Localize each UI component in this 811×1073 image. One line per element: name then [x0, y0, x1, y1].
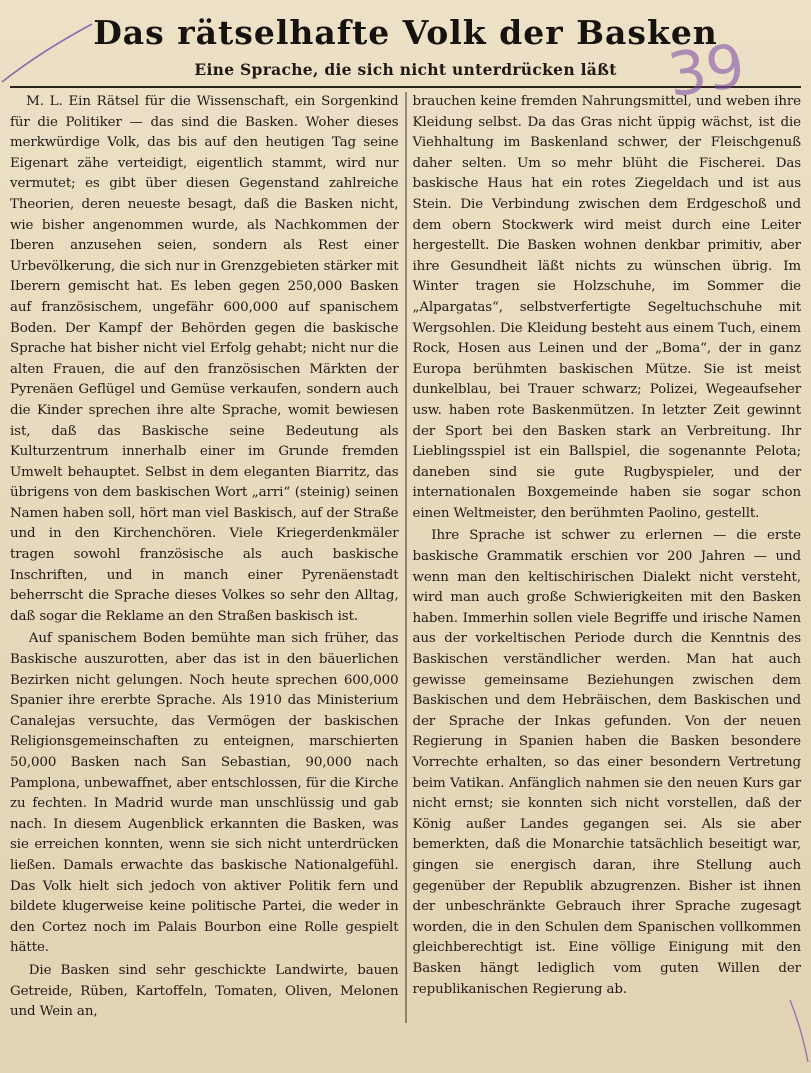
article-body [8, 92, 803, 1023]
column-divider [405, 92, 406, 1023]
left-paragraph-1: M. L. Ein Rätsel für die Wissenschaft, ein Sorgenkind für die Politiker — das sind die Basken. Woher dieses merkwürdige Volk, das bis auf den heutigen Tag seine Eigenart zähe verteidigt, eigentlich stammt, wird nur vermutet; es gibt über diesen Gegenstand zahlreiche Theorien, deren neueste besagt, daß die Basken nicht, wie bisher angenommen wurde, als Nachkommen der Iberen anzusehen seien, sondern als Rest einer Urbevölkerung, die sich nur in Grenzgebieten stärker mit Iberern gemischt hat. Es leben gegen 250,000 Basken auf französischem, ungefähr 600,000 auf spanischem Boden. Der Kampf der Behörden gegen die baskische Sprache hat bisher nicht viel Erfolg gehabt; nicht nur die alten Frauen, die auf den französischen Märkten der Pyrenäen Geflügel und Gemüse verkaufen, sondern auch die Kinder sprechen ihre alte Sprache, womit bewiesen ist, daß das Baskische seine Bedeutung als Kulturzentrum innerhalb einer im Grunde fremden Umwelt behauptet. Selbst in dem eleganten Biarritz, das übrigens von dem baskischen Wort „arri“ (steinig) seinen Namen haben soll, hört man viel Baskisch, auf der Straße und in den Kirchenchören. Viele Kriegerdenkmäler tragen sowohl französische als auch baskische Inschriften, und in manch einer Pyrenäenstadt beherrscht die Sprache dieses Volkes so sehr den Alltag, daß sogar die Reklame an den Straßen baskisch ist. [10, 94, 399, 624]
pencil-annotation: 39 [663, 31, 750, 112]
right-column [413, 92, 802, 1023]
left-paragraph-2: Auf spanischem Boden bemühte man sich früher, das Baskische auszurotten, aber das ist in den bäuerlichen Bezirken nicht gelungen. Noch heute sprechen 600,000 Spanier ihre ererbte Sprache. Als 1910 das Ministerium Canalejas versuchte, das Vermögen der baskischen Religionsgemeinschaften zu enteignen, marschierten 50,000 Basken nach San Sebastian, 90,000 nach Pamplona, unbewaffnet, aber entschlossen, für die Kirche zu fechten. In Madrid wurde man unschlüssig und gab nach. In diesem Augenblick erkannten die Basken, was sie erreichen konnten, wenn sie sich nicht unterdrücken ließen. Damals erwachte das baskische Nationalgefühl. Das Volk hielt sich jedoch von aktiver Politik fern und bildete klugerweise keine politische Partei, die weder in den Cortez noch im Palais Bourbon eine Rolle gespielt hätte. [10, 631, 399, 956]
subheadline: Eine Sprache, die sich nicht unterdrücken läßt [194, 60, 617, 79]
left-column [10, 92, 399, 1023]
left-paragraph-3: Die Basken sind sehr geschickte Landwirte, bauen Getreide, Rüben, Kartoffeln, Tomaten, Oliven, Melonen und Wein an, [10, 962, 399, 1020]
right-paragraph-1: brauchen keine fremden Nahrungsmittel, und weben ihre Kleidung selbst. Da das Gras nicht üppig wächst, ist die Viehhaltung im Baskenland schwer, der Fleischgenuß daher selten. Um so mehr blüht die Fischerei. Das baskische Haus hat ein rotes Ziegeldach und ist aus Stein. Die Verbindung zwischen dem Erdgeschoß und dem obern Stockwerk wird meist durch eine Leiter hergestellt. Die Basken wohnen denkbar primitiv, aber ihre Gesundheit läßt nichts zu wünschen übrig. Im Winter tragen sie Holzschuhe, im Sommer die „Alpargatas“, selbstverfertigte Segeltuchschuhe mit Wergsohlen. Die Kleidung besteht aus einem Tuch, einem Rock, Hosen aus Leinen und der „Boma“, der in ganz Europa berühmten baskischen Mütze. Sie ist meist dunkelblau, bei Trauer schwarz; Polizei, Wegeaufseher usw. haben rote Baskenmützen. In letzter Zeit gewinnt der Sport bei den Basken stark an Verbreitung. Ihr Lieblingsspiel ist ein Ballspiel, die sogenannte Pelota; daneben sind sie gute Rugbyspieler, und der internationalen Boxgemeinde haben sie sogar schon einen Weltmeister, den berühmten Paolino, gestellt. [412, 94, 801, 521]
headline: Das rätselhafte Volk der Basken [93, 13, 718, 52]
right-paragraph-2: Ihre Sprache ist schwer zu erlernen — die erste baskische Grammatik erschien vor 200 Jahren — und wenn man den keltischirischen Dialekt nicht versteht, wird man auch große Schwierigkeiten mit den Basken haben. Immerhin sollen viele Begriffe und irische Namen aus der vorkeltischen Periode durch die Kenntnis des Baskischen verständlicher werden. Man hat auch gewisse gemeinsame Beziehungen zwischen dem Baskischen und dem Hebräischen, dem Baskischen und der Sprache der Inkas gefunden. Von der neuen Regierung in Spanien haben die Basken besondere Vorrechte erhalten, so das einer besondern Vertretung beim Vatikan. Anfänglich nahmen sie den neuen Kurs gar nicht ernst; sie konnten sich nicht vorstellen, daß der König außer Landes gegangen sei. Als sie aber bemerkten, daß die Monarchie tatsächlich beseitigt war, gingen sie energisch daran, ihre Stellung auch gegenüber der Republik abzugrenzen. Bisher ist ihnen der unbeschränkte Gebrauch ihrer Sprache zugesagt worden, die in den Schulen dem Spanischen vollkommen gleichberechtigt ist. Eine völlige Einigung mit den Basken hängt lediglich vom guten Willen der republikanischen Regierung ab. [412, 528, 801, 997]
header-rule [10, 86, 801, 88]
